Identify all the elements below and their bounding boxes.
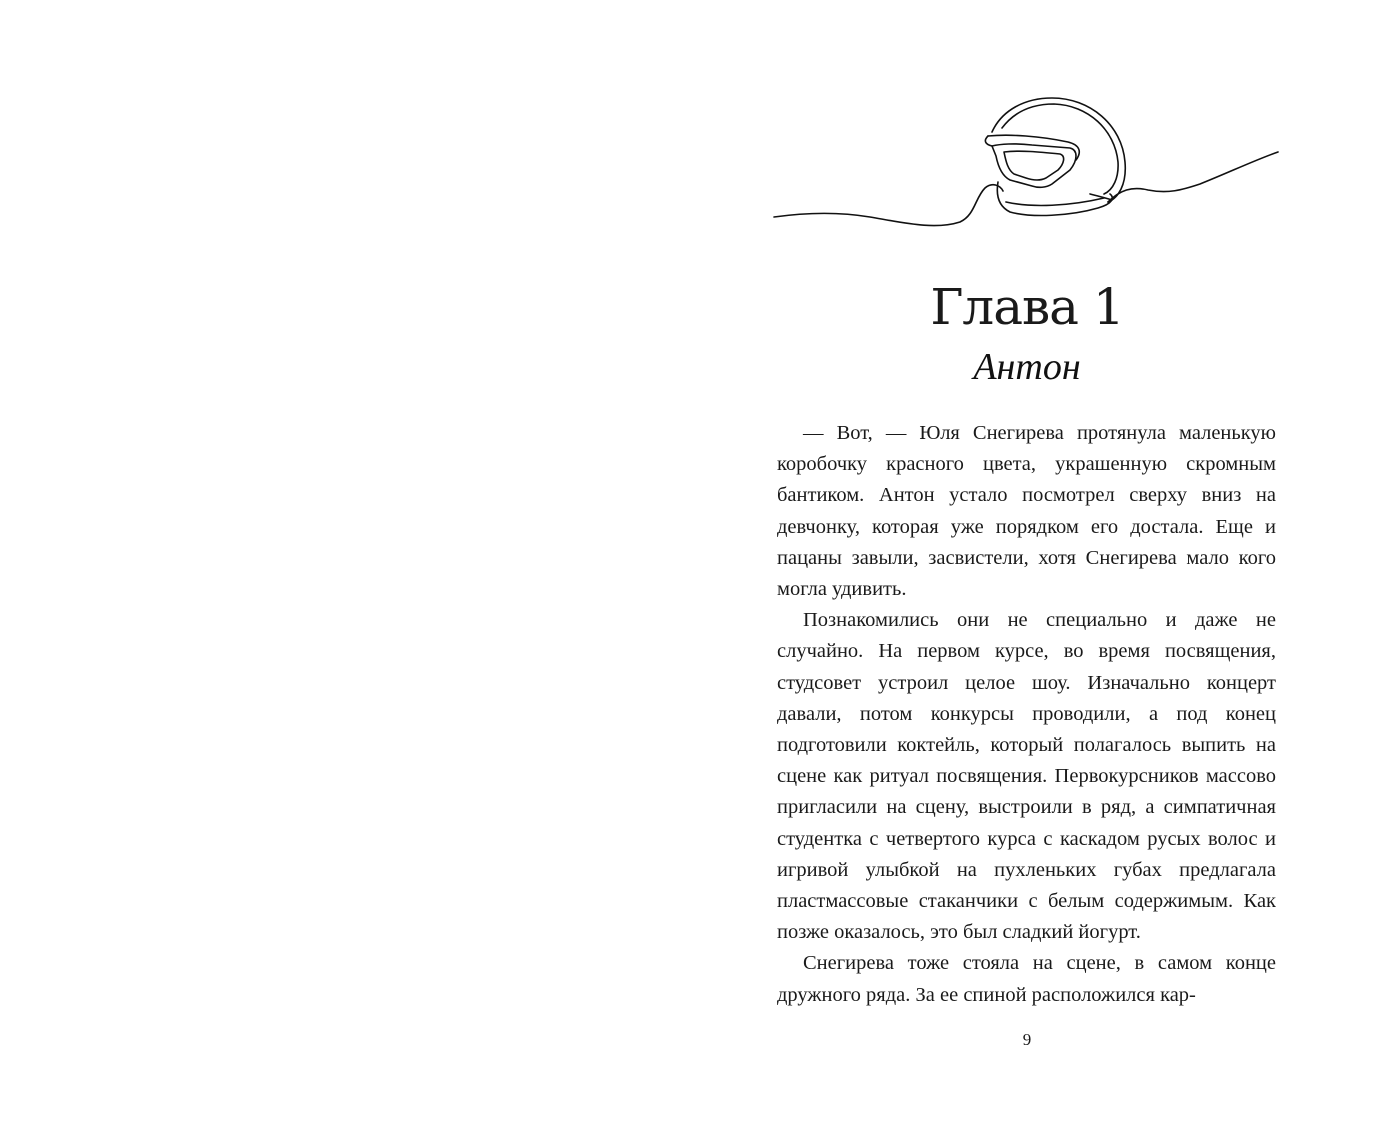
helmet-line-art-icon <box>770 90 1285 230</box>
chapter-name: Антон <box>973 346 1081 388</box>
page-number: 9 <box>1022 1030 1032 1049</box>
chapter-body <box>777 418 1276 1011</box>
paragraph: — Вот, — Юля Снегирева протянула маленькую коробочку красного цвета, украшенную скромным бантиком. Антон устало посмотрел сверху вниз на девчонку, которая уже порядком его достала. Еще и пацаны завыли, засвистели, хотя Снегирева мало кого могла удивить. <box>777 422 1276 601</box>
chapter-title: Глава 1 <box>930 278 1124 336</box>
paragraph: Снегирева тоже стояла на сцене, в самом конце дружного ряда. За ее спиной расположился кар- <box>777 952 1276 1006</box>
paragraph: Познакомились они не специально и даже не случайно. На первом курсе, во время посвящения, студсовет устроил целое шоу. Изначально концерт давали, потом конкурсы проводили, а под конец подготовили коктейль, который полагалось выпить на сцене как ритуал посвящения. Первокурсников массово пригласили на сцену, выстроили в ряд, а симпатичная студентка с четвертого курса с каскадом русых волос и игривой улыбкой на пухленьких губах предлагала пластмассовые стаканчики с белым содержимым. Как позже оказалось, это был сладкий йогурт. <box>777 609 1276 944</box>
